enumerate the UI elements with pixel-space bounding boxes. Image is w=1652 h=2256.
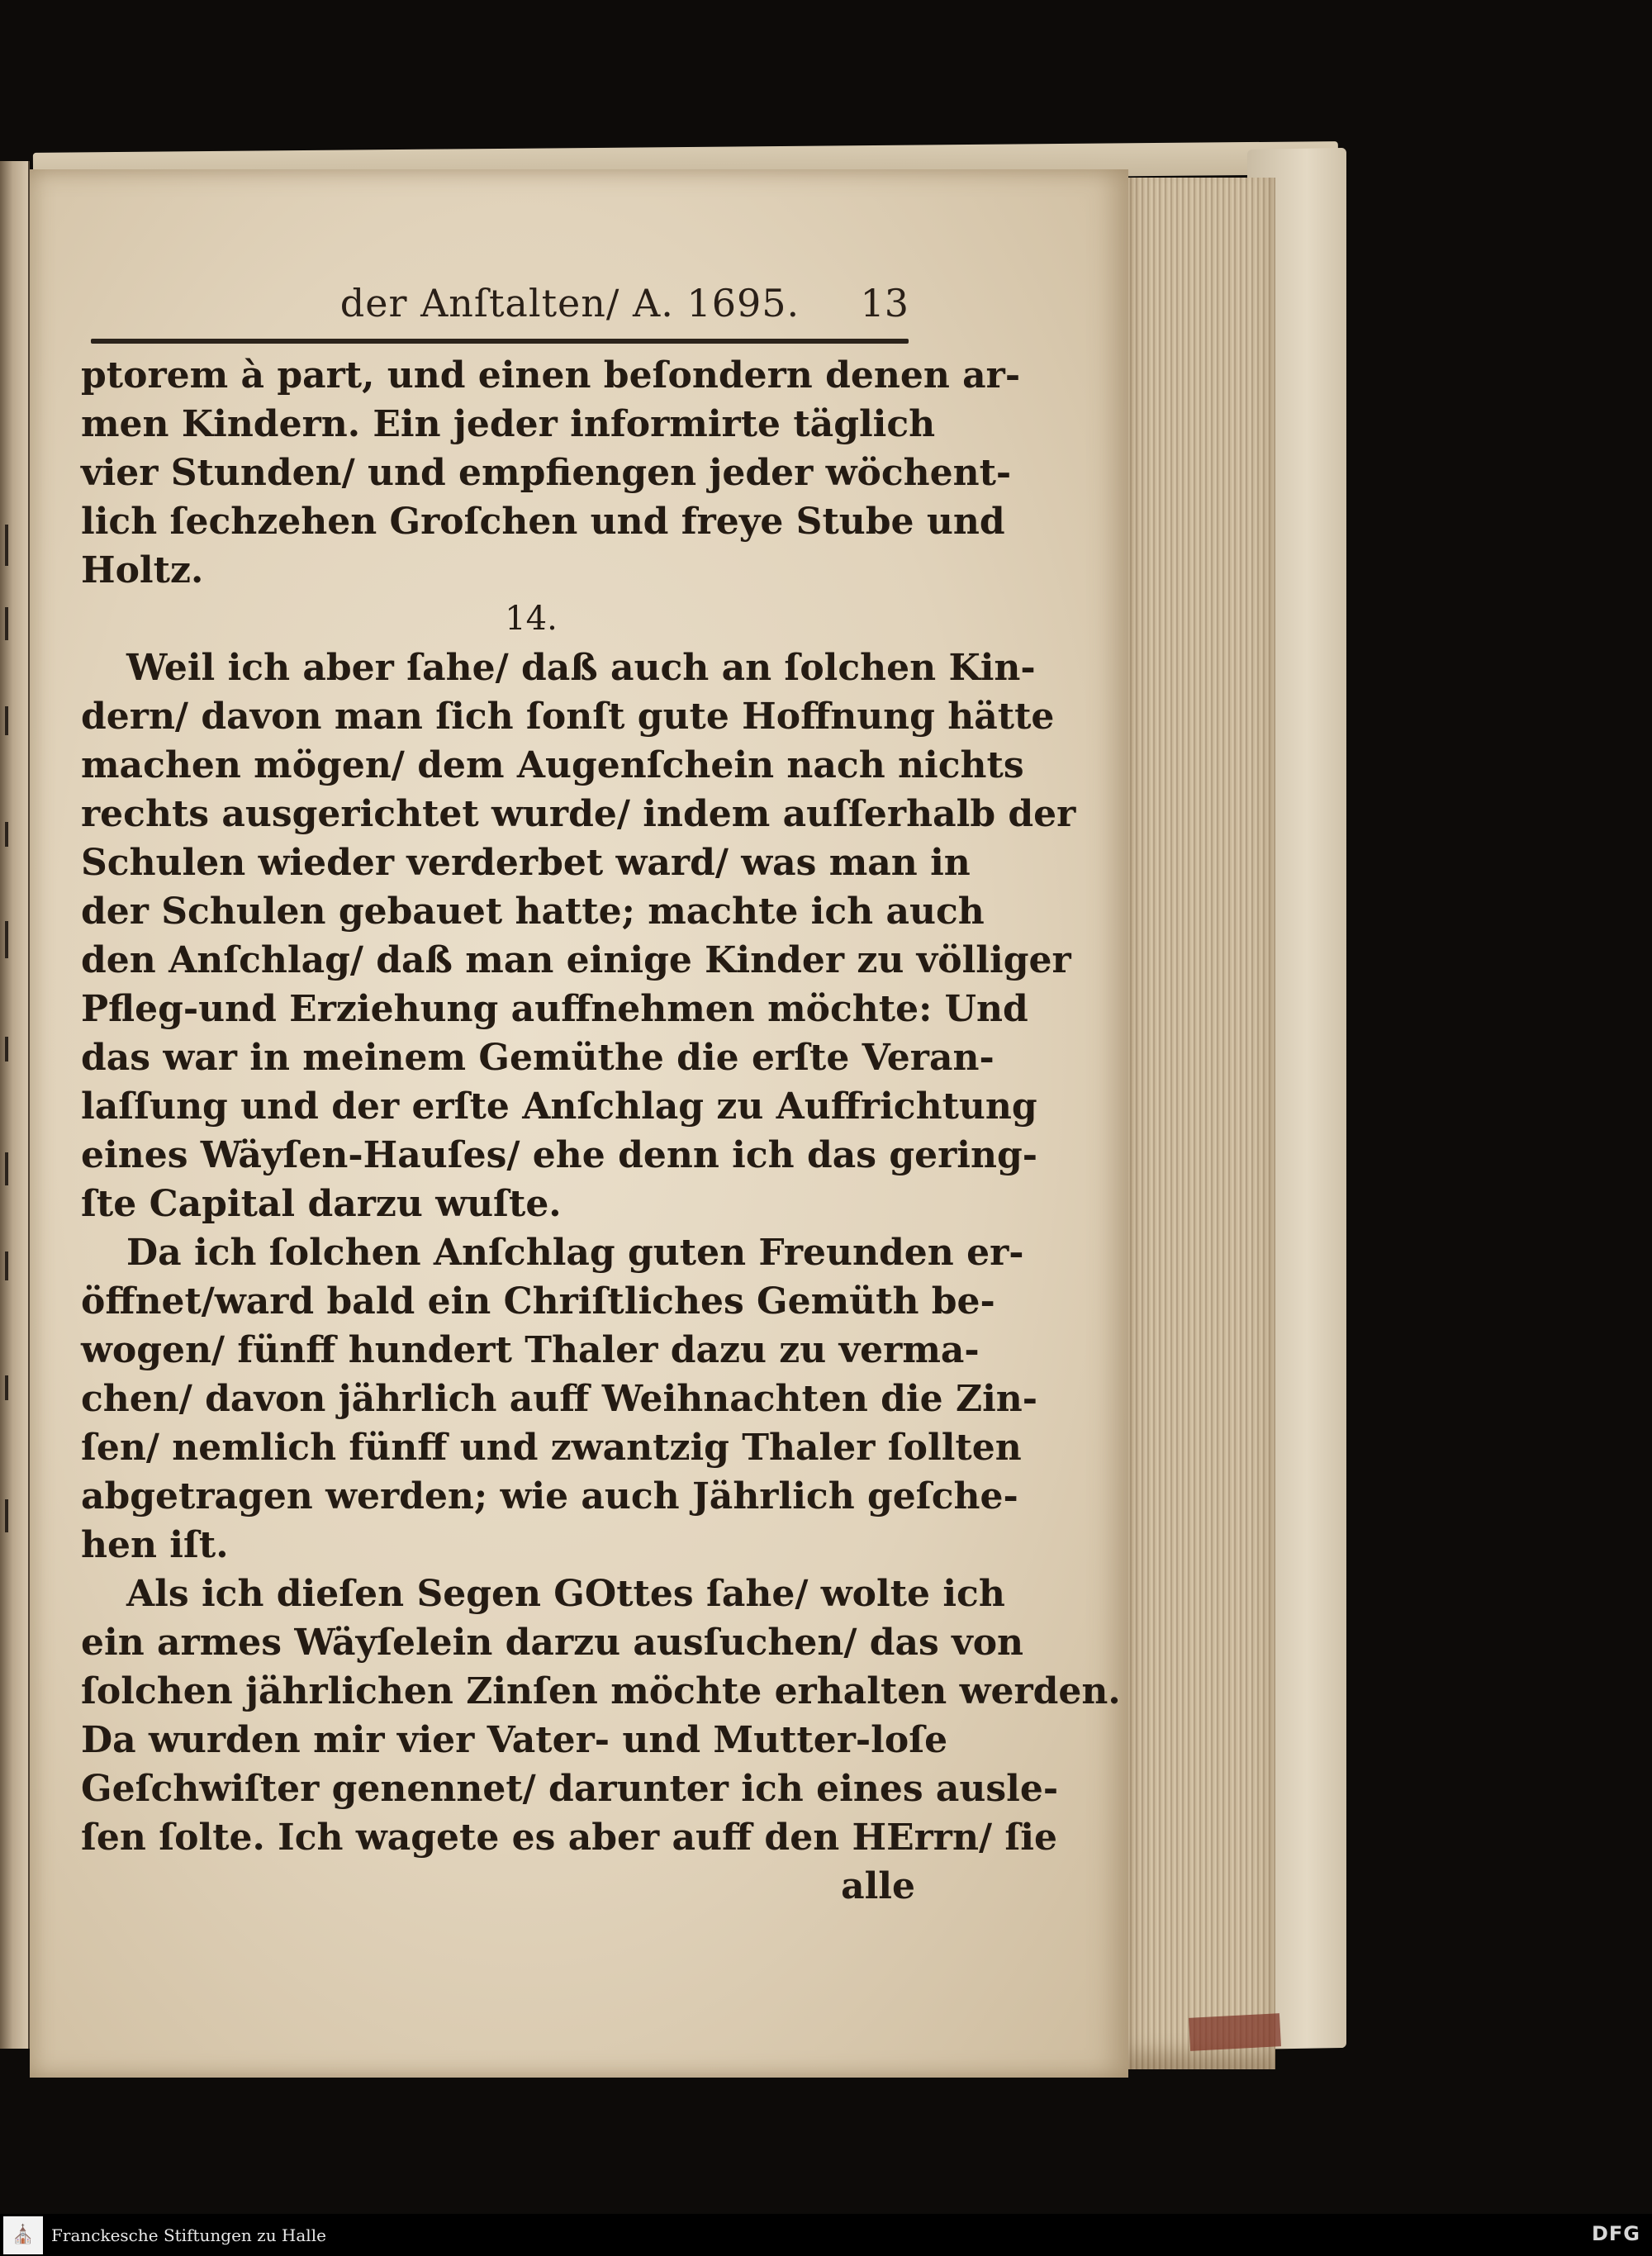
text-line: machen mögen/ dem Augenſchein nach nichts (81, 744, 1024, 786)
page-number: 13 (860, 281, 909, 325)
catchword: alle (841, 1865, 915, 1907)
text-line: chen/ davon jährlich auff Weihnachten die Zin- (81, 1378, 1038, 1420)
text-line: Weil ich aber ſahe/ daß auch an ſolchen Kin- (126, 647, 1036, 689)
fore-edge-red-tint (1189, 2013, 1281, 2051)
text-line: ſen ſolte. Ich wagete es aber auff den HErrn/ ſie (81, 1817, 1057, 1859)
section-number: 14. (505, 600, 558, 638)
text-line: dern/ davon man ſich ſonſt gute Hoffnung hätte (81, 696, 1055, 738)
text-line: abgetragen werden; wie auch Jährlich geſche- (81, 1475, 1018, 1517)
text-line: ptorem à part, und einen beſondern denen ar- (81, 354, 1021, 397)
page-block-fore-edge (1125, 178, 1275, 2069)
text-line: der Schulen gebauet hatte; machte ich auch (81, 891, 985, 933)
left-page-edge (0, 161, 30, 2049)
text-line: Da ich ſolchen Anſchlag guten Freunden er- (126, 1232, 1024, 1274)
text-line: ein armes Wäyſelein darzu ausſuchen/ das von (81, 1622, 1024, 1664)
text-line: Schulen wieder verderbet ward/ was man in (81, 842, 971, 884)
text-line: laſſung und der erſte Anſchlag zu Auffrichtung (81, 1085, 1037, 1128)
text-line: öffnet/ward bald ein Chriſtliches Gemüth be- (81, 1280, 995, 1323)
text-line: rechts ausgerichtet wurde/ indem auſſerhalb der (81, 793, 1076, 835)
body-text (81, 351, 1121, 1911)
left-page-bleed-marks (2, 508, 23, 1665)
text-line: Da wurden mir vier Vater- und Mutter-loſe (81, 1719, 948, 1761)
text-line: men Kindern. Ein jeder informirte täglich (81, 403, 936, 445)
header-rule (91, 339, 909, 344)
text-line: eines Wäyſen-Hauſes/ ehe denn ich das gering- (81, 1134, 1037, 1176)
text-line: Als ich dieſen Segen GOttes ſahe/ wolte ich (126, 1573, 1005, 1615)
text-line: das war in meinem Gemüthe die erſte Veran- (81, 1037, 995, 1079)
text-line: ſen/ nemlich fünff und zwantzig Thaler ſollten (81, 1427, 1022, 1469)
text-line: vier Stunden/ und empfiengen jeder wöchent- (81, 452, 1012, 494)
text-line: lich ſechzehen Groſchen und freye Stube und (81, 501, 1005, 543)
page-header (91, 281, 909, 339)
institution-logo-icon: ⛪ (3, 2216, 43, 2254)
viewer-footer (0, 2214, 1652, 2256)
running-head: der Anſtalten/ A. 1695. (339, 281, 800, 325)
text-line: den Anſchlag/ daß man einige Kinder zu völliger (81, 939, 1071, 981)
dfg-logo: DFG (1591, 2222, 1640, 2245)
text-line: Pfleg-und Erziehung auffnehmen möchte: Und (81, 988, 1028, 1030)
text-line: Holtz. (81, 549, 204, 591)
text-line: wogen/ fünff hundert Thaler dazu zu verma- (81, 1329, 980, 1371)
text-line: ſolchen jährlichen Zinſen möchte erhalten werden. (81, 1670, 1121, 1712)
text-line: ſte Capital darzu wuſte. (81, 1183, 562, 1225)
text-line: hen iſt. (81, 1524, 229, 1566)
text-line: Geſchwiſter genennet/ darunter ich eines ausle- (81, 1768, 1059, 1810)
institution-name: Franckesche Stiftungen zu Halle (51, 2225, 326, 2245)
